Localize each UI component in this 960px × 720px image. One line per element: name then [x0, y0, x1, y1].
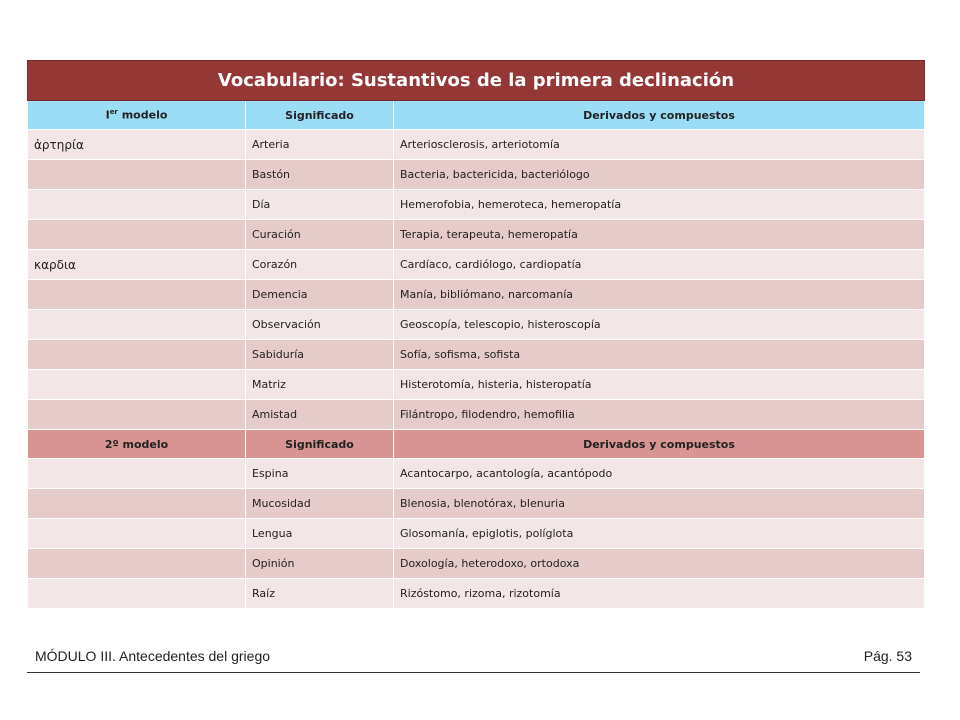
footer-page-number: Pág. 53	[863, 648, 912, 664]
section1-header-meaning: Significado	[246, 101, 394, 130]
derivatives-cell: Doxología, heterodoxo, ortodoxa	[394, 549, 925, 579]
meaning-cell: Matriz	[246, 370, 394, 400]
meaning-cell: Mucosidad	[246, 489, 394, 519]
table-row	[28, 280, 925, 310]
greek-word-cell	[28, 549, 246, 579]
table-title: Vocabulario: Sustantivos de la primera declinación	[28, 61, 925, 101]
section2-header-model: 2º modelo	[28, 430, 246, 459]
greek-word-cell: καρδια	[28, 250, 246, 280]
derivatives-cell: Filántropo, filodendro, hemofilia	[394, 400, 925, 430]
greek-word-cell	[28, 310, 246, 340]
derivatives-cell: Bacteria, bactericida, bacteriólogo	[394, 160, 925, 190]
derivatives-cell: Glosomanía, epiglotis, políglota	[394, 519, 925, 549]
derivatives-cell: Manía, bibliómano, narcomanía	[394, 280, 925, 310]
table-row	[28, 489, 925, 519]
table-row	[28, 459, 925, 489]
table-row	[28, 519, 925, 549]
greek-word-cell	[28, 160, 246, 190]
section2-header-row	[28, 430, 925, 459]
table-row	[28, 250, 925, 280]
section1-header-row	[28, 101, 925, 130]
derivatives-cell: Geoscopía, telescopio, histeroscopía	[394, 310, 925, 340]
greek-word-cell	[28, 220, 246, 250]
section1-body	[28, 130, 925, 430]
meaning-cell: Espina	[246, 459, 394, 489]
greek-word-cell	[28, 190, 246, 220]
greek-word-cell: ἀρτηρία	[28, 130, 246, 160]
meaning-cell: Amistad	[246, 400, 394, 430]
table-row	[28, 160, 925, 190]
greek-word-cell	[28, 370, 246, 400]
table-row	[28, 579, 925, 609]
meaning-cell: Sabiduría	[246, 340, 394, 370]
derivatives-cell: Blenosia, blenotórax, blenuria	[394, 489, 925, 519]
meaning-cell: Opinión	[246, 549, 394, 579]
table-row	[28, 220, 925, 250]
section1-header-derivatives: Derivados y compuestos	[394, 101, 925, 130]
greek-word-cell	[28, 459, 246, 489]
greek-word-cell	[28, 340, 246, 370]
meaning-cell: Raíz	[246, 579, 394, 609]
meaning-cell: Bastón	[246, 160, 394, 190]
meaning-cell: Corazón	[246, 250, 394, 280]
table-row	[28, 549, 925, 579]
table-row	[28, 370, 925, 400]
derivatives-cell: Sofía, sofisma, sofista	[394, 340, 925, 370]
section2-body	[28, 459, 925, 609]
vocabulary-table	[27, 60, 925, 609]
meaning-cell: Curación	[246, 220, 394, 250]
table-title-row	[28, 61, 925, 101]
greek-word-cell	[28, 400, 246, 430]
table-row	[28, 400, 925, 430]
greek-word-cell	[28, 579, 246, 609]
footer-module-label: MÓDULO III. Antecedentes del griego	[35, 648, 271, 664]
meaning-cell: Arteria	[246, 130, 394, 160]
greek-word-cell	[28, 489, 246, 519]
table-row	[28, 130, 925, 160]
derivatives-cell: Histerotomía, histeria, histeropatía	[394, 370, 925, 400]
page-footer	[27, 646, 920, 673]
derivatives-cell: Hemerofobia, hemeroteca, hemeropatía	[394, 190, 925, 220]
section1-header-model: Ier modelo	[28, 101, 246, 130]
section2-header-meaning: Significado	[246, 430, 394, 459]
section2-header-derivatives: Derivados y compuestos	[394, 430, 925, 459]
meaning-cell: Lengua	[246, 519, 394, 549]
table-row	[28, 310, 925, 340]
table-row	[28, 190, 925, 220]
derivatives-cell: Terapia, terapeuta, hemeropatía	[394, 220, 925, 250]
meaning-cell: Día	[246, 190, 394, 220]
table-row	[28, 340, 925, 370]
meaning-cell: Demencia	[246, 280, 394, 310]
greek-word-cell	[28, 519, 246, 549]
meaning-cell: Observación	[246, 310, 394, 340]
derivatives-cell: Cardíaco, cardiólogo, cardiopatía	[394, 250, 925, 280]
derivatives-cell: Rizóstomo, rizoma, rizotomía	[394, 579, 925, 609]
derivatives-cell: Arteriosclerosis, arteriotomía	[394, 130, 925, 160]
greek-word-cell	[28, 280, 246, 310]
derivatives-cell: Acantocarpo, acantología, acantópodo	[394, 459, 925, 489]
